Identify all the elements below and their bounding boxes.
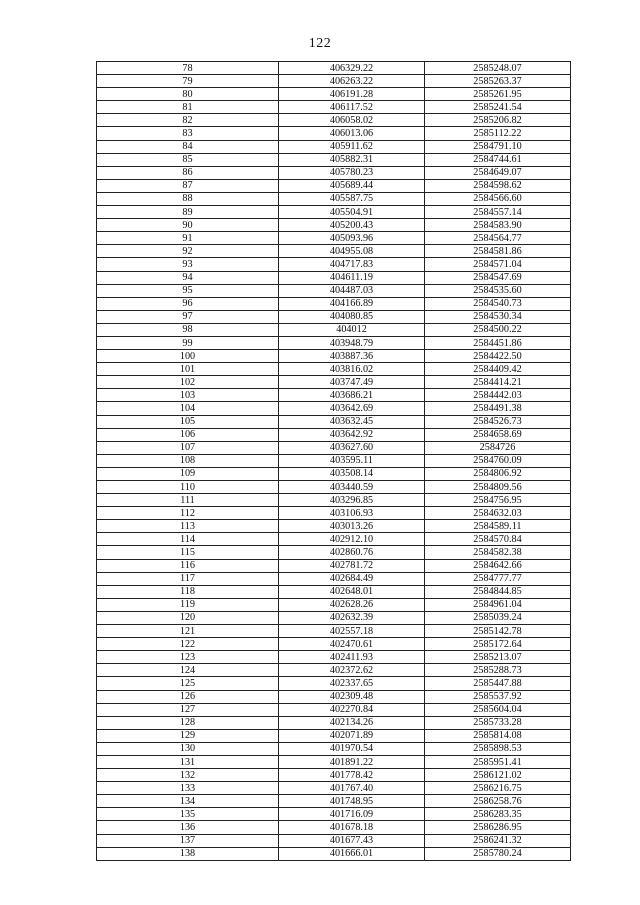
y-coordinate-cell: 2585898.53	[425, 742, 571, 755]
x-coordinate-cell: 403642.92	[279, 428, 425, 441]
point-number-cell: 133	[97, 782, 279, 795]
x-coordinate-cell: 401677.43	[279, 834, 425, 847]
point-number-cell: 96	[97, 297, 279, 310]
y-coordinate-cell: 2585172.64	[425, 638, 571, 651]
point-number-cell: 122	[97, 638, 279, 651]
y-coordinate-cell: 2584422.50	[425, 350, 571, 363]
x-coordinate-cell: 404012	[279, 323, 425, 336]
y-coordinate-cell: 2584844.85	[425, 585, 571, 598]
table-row	[97, 782, 571, 795]
point-number-cell: 89	[97, 206, 279, 219]
point-number-cell: 101	[97, 363, 279, 376]
table-row	[97, 559, 571, 572]
x-coordinate-cell: 401748.95	[279, 795, 425, 808]
point-number-cell: 106	[97, 428, 279, 441]
y-coordinate-cell: 2584526.73	[425, 415, 571, 428]
coordinates-table-body	[97, 62, 571, 861]
x-coordinate-cell: 404717.83	[279, 258, 425, 271]
y-coordinate-cell: 2586258.76	[425, 795, 571, 808]
y-coordinate-cell: 2584744.61	[425, 153, 571, 166]
point-number-cell: 138	[97, 847, 279, 860]
point-number-cell: 88	[97, 192, 279, 205]
point-number-cell: 92	[97, 245, 279, 258]
table-row	[97, 651, 571, 664]
point-number-cell: 107	[97, 441, 279, 454]
y-coordinate-cell: 2585604.04	[425, 703, 571, 716]
x-coordinate-cell: 403816.02	[279, 363, 425, 376]
x-coordinate-cell: 402912.10	[279, 533, 425, 546]
x-coordinate-cell: 405093.96	[279, 232, 425, 245]
y-coordinate-cell: 2584777.77	[425, 572, 571, 585]
x-coordinate-cell: 405504.91	[279, 206, 425, 219]
table-row	[97, 258, 571, 271]
point-number-cell: 94	[97, 271, 279, 284]
table-row	[97, 533, 571, 546]
x-coordinate-cell: 403747.49	[279, 376, 425, 389]
x-coordinate-cell: 405689.44	[279, 179, 425, 192]
y-coordinate-cell: 2584756.95	[425, 494, 571, 507]
y-coordinate-cell: 2584547.69	[425, 271, 571, 284]
table-row	[97, 703, 571, 716]
table-row	[97, 376, 571, 389]
y-coordinate-cell: 2586121.02	[425, 769, 571, 782]
x-coordinate-cell: 402309.48	[279, 690, 425, 703]
x-coordinate-cell: 404080.85	[279, 310, 425, 323]
x-coordinate-cell: 402628.26	[279, 598, 425, 611]
table-row	[97, 140, 571, 153]
x-coordinate-cell: 401778.42	[279, 769, 425, 782]
x-coordinate-cell: 402860.76	[279, 546, 425, 559]
table-row	[97, 454, 571, 467]
x-coordinate-cell: 404955.08	[279, 245, 425, 258]
y-coordinate-cell: 2585263.37	[425, 75, 571, 88]
point-number-cell: 114	[97, 533, 279, 546]
y-coordinate-cell: 2584658.69	[425, 428, 571, 441]
point-number-cell: 134	[97, 795, 279, 808]
y-coordinate-cell: 2584530.34	[425, 310, 571, 323]
y-coordinate-cell: 2586216.75	[425, 782, 571, 795]
table-row	[97, 271, 571, 284]
point-number-cell: 112	[97, 507, 279, 520]
point-number-cell: 125	[97, 677, 279, 690]
table-row	[97, 808, 571, 821]
table-row	[97, 769, 571, 782]
table-row	[97, 245, 571, 258]
x-coordinate-cell: 403106.93	[279, 507, 425, 520]
table-row	[97, 677, 571, 690]
y-coordinate-cell: 2585039.24	[425, 611, 571, 624]
y-coordinate-cell: 2584598.62	[425, 179, 571, 192]
y-coordinate-cell: 2584557.14	[425, 206, 571, 219]
table-row	[97, 755, 571, 768]
point-number-cell: 115	[97, 546, 279, 559]
table-row	[97, 179, 571, 192]
x-coordinate-cell: 406191.28	[279, 88, 425, 101]
table-row	[97, 297, 571, 310]
table-row	[97, 284, 571, 297]
y-coordinate-cell: 2584442.03	[425, 389, 571, 402]
point-number-cell: 98	[97, 323, 279, 336]
y-coordinate-cell: 2585814.08	[425, 729, 571, 742]
x-coordinate-cell: 401716.09	[279, 808, 425, 821]
x-coordinate-cell: 405911.62	[279, 140, 425, 153]
table-row	[97, 62, 571, 75]
y-coordinate-cell: 2584583.90	[425, 219, 571, 232]
point-number-cell: 132	[97, 769, 279, 782]
y-coordinate-cell: 2584571.04	[425, 258, 571, 271]
y-coordinate-cell: 2584582.38	[425, 546, 571, 559]
y-coordinate-cell: 2584589.11	[425, 520, 571, 533]
y-coordinate-cell: 2585248.07	[425, 62, 571, 75]
y-coordinate-cell: 2584409.42	[425, 363, 571, 376]
table-row	[97, 572, 571, 585]
table-row	[97, 192, 571, 205]
table-row	[97, 219, 571, 232]
point-number-cell: 86	[97, 166, 279, 179]
x-coordinate-cell: 402372.62	[279, 664, 425, 677]
x-coordinate-cell: 401767.40	[279, 782, 425, 795]
x-coordinate-cell: 403642.69	[279, 402, 425, 415]
y-coordinate-cell: 2585288.73	[425, 664, 571, 677]
x-coordinate-cell: 403632.45	[279, 415, 425, 428]
y-coordinate-cell: 2585447.88	[425, 677, 571, 690]
point-number-cell: 97	[97, 310, 279, 323]
point-number-cell: 108	[97, 454, 279, 467]
table-row	[97, 821, 571, 834]
y-coordinate-cell: 2584806.92	[425, 467, 571, 480]
point-number-cell: 118	[97, 585, 279, 598]
y-coordinate-cell: 2585733.28	[425, 716, 571, 729]
point-number-cell: 124	[97, 664, 279, 677]
x-coordinate-cell: 402470.61	[279, 638, 425, 651]
y-coordinate-cell: 2584414.21	[425, 376, 571, 389]
point-number-cell: 121	[97, 625, 279, 638]
x-coordinate-cell: 406013.06	[279, 127, 425, 140]
y-coordinate-cell: 2584581.86	[425, 245, 571, 258]
table-row	[97, 153, 571, 166]
y-coordinate-cell: 2584961.04	[425, 598, 571, 611]
table-row	[97, 415, 571, 428]
point-number-cell: 80	[97, 88, 279, 101]
point-number-cell: 131	[97, 755, 279, 768]
x-coordinate-cell: 402632.39	[279, 611, 425, 624]
y-coordinate-cell: 2584564.77	[425, 232, 571, 245]
point-number-cell: 105	[97, 415, 279, 428]
point-number-cell: 136	[97, 821, 279, 834]
point-number-cell: 113	[97, 520, 279, 533]
y-coordinate-cell: 2584570.84	[425, 533, 571, 546]
page-number: 122	[308, 36, 332, 51]
table-row	[97, 847, 571, 860]
point-number-cell: 135	[97, 808, 279, 821]
table-row	[97, 585, 571, 598]
table-row	[97, 467, 571, 480]
point-number-cell: 104	[97, 402, 279, 415]
y-coordinate-cell: 2584491.38	[425, 402, 571, 415]
table-row	[97, 88, 571, 101]
x-coordinate-cell: 403686.21	[279, 389, 425, 402]
point-number-cell: 137	[97, 834, 279, 847]
table-row	[97, 389, 571, 402]
table-row	[97, 323, 571, 336]
point-number-cell: 84	[97, 140, 279, 153]
table-row	[97, 481, 571, 494]
table-row	[97, 402, 571, 415]
table-row	[97, 350, 571, 363]
y-coordinate-cell: 2585142.78	[425, 625, 571, 638]
table-row	[97, 625, 571, 638]
x-coordinate-cell: 406329.22	[279, 62, 425, 75]
point-number-cell: 78	[97, 62, 279, 75]
point-number-cell: 117	[97, 572, 279, 585]
point-number-cell: 109	[97, 467, 279, 480]
table-row	[97, 664, 571, 677]
x-coordinate-cell: 406263.22	[279, 75, 425, 88]
y-coordinate-cell: 2585951.41	[425, 755, 571, 768]
y-coordinate-cell: 2584451.86	[425, 336, 571, 349]
table-row	[97, 520, 571, 533]
point-number-cell: 85	[97, 153, 279, 166]
y-coordinate-cell: 2584566.60	[425, 192, 571, 205]
y-coordinate-cell: 2585213.07	[425, 651, 571, 664]
y-coordinate-cell: 2585206.82	[425, 114, 571, 127]
coordinates-table	[96, 61, 571, 861]
y-coordinate-cell: 2585537.92	[425, 690, 571, 703]
point-number-cell: 102	[97, 376, 279, 389]
y-coordinate-cell: 2584500.22	[425, 323, 571, 336]
table-row	[97, 206, 571, 219]
point-number-cell: 95	[97, 284, 279, 297]
x-coordinate-cell: 402337.65	[279, 677, 425, 690]
x-coordinate-cell: 403887.36	[279, 350, 425, 363]
x-coordinate-cell: 405200.43	[279, 219, 425, 232]
y-coordinate-cell: 2585261.95	[425, 88, 571, 101]
x-coordinate-cell: 401970.54	[279, 742, 425, 755]
x-coordinate-cell: 401891.22	[279, 755, 425, 768]
y-coordinate-cell: 2584642.66	[425, 559, 571, 572]
y-coordinate-cell: 2584791.10	[425, 140, 571, 153]
table-row	[97, 101, 571, 114]
x-coordinate-cell: 402557.18	[279, 625, 425, 638]
table-row	[97, 507, 571, 520]
table-row	[97, 690, 571, 703]
x-coordinate-cell: 403595.11	[279, 454, 425, 467]
y-coordinate-cell: 2584540.73	[425, 297, 571, 310]
table-row	[97, 494, 571, 507]
y-coordinate-cell: 2584535.60	[425, 284, 571, 297]
y-coordinate-cell: 2586286.95	[425, 821, 571, 834]
y-coordinate-cell: 2584632.03	[425, 507, 571, 520]
x-coordinate-cell: 403627.60	[279, 441, 425, 454]
table-row	[97, 127, 571, 140]
point-number-cell: 99	[97, 336, 279, 349]
x-coordinate-cell: 402781.72	[279, 559, 425, 572]
x-coordinate-cell: 402134.26	[279, 716, 425, 729]
table-row	[97, 232, 571, 245]
table-row	[97, 638, 571, 651]
point-number-cell: 87	[97, 179, 279, 192]
point-number-cell: 100	[97, 350, 279, 363]
table-row	[97, 363, 571, 376]
x-coordinate-cell: 403296.85	[279, 494, 425, 507]
x-coordinate-cell: 403440.59	[279, 481, 425, 494]
x-coordinate-cell: 406117.52	[279, 101, 425, 114]
table-row	[97, 75, 571, 88]
y-coordinate-cell: 2584760.09	[425, 454, 571, 467]
x-coordinate-cell: 402071.89	[279, 729, 425, 742]
point-number-cell: 123	[97, 651, 279, 664]
y-coordinate-cell: 2585780.24	[425, 847, 571, 860]
point-number-cell: 120	[97, 611, 279, 624]
x-coordinate-cell: 403948.79	[279, 336, 425, 349]
y-coordinate-cell: 2584649.07	[425, 166, 571, 179]
x-coordinate-cell: 404611.19	[279, 271, 425, 284]
table-row	[97, 546, 571, 559]
table-row	[97, 611, 571, 624]
point-number-cell: 116	[97, 559, 279, 572]
x-coordinate-cell: 405587.75	[279, 192, 425, 205]
point-number-cell: 81	[97, 101, 279, 114]
point-number-cell: 130	[97, 742, 279, 755]
table-row	[97, 716, 571, 729]
point-number-cell: 79	[97, 75, 279, 88]
x-coordinate-cell: 402411.93	[279, 651, 425, 664]
point-number-cell: 82	[97, 114, 279, 127]
point-number-cell: 91	[97, 232, 279, 245]
x-coordinate-cell: 403508.14	[279, 467, 425, 480]
y-coordinate-cell: 2584726	[425, 441, 571, 454]
table-row	[97, 834, 571, 847]
y-coordinate-cell: 2585241.54	[425, 101, 571, 114]
table-row	[97, 336, 571, 349]
y-coordinate-cell: 2585112.22	[425, 127, 571, 140]
table-row	[97, 166, 571, 179]
point-number-cell: 128	[97, 716, 279, 729]
x-coordinate-cell: 402648.01	[279, 585, 425, 598]
point-number-cell: 129	[97, 729, 279, 742]
table-row	[97, 428, 571, 441]
y-coordinate-cell: 2586241.32	[425, 834, 571, 847]
x-coordinate-cell: 405882.31	[279, 153, 425, 166]
point-number-cell: 126	[97, 690, 279, 703]
x-coordinate-cell: 405780.23	[279, 166, 425, 179]
point-number-cell: 127	[97, 703, 279, 716]
point-number-cell: 103	[97, 389, 279, 402]
table-row	[97, 310, 571, 323]
point-number-cell: 93	[97, 258, 279, 271]
x-coordinate-cell: 402270.84	[279, 703, 425, 716]
x-coordinate-cell: 404487.03	[279, 284, 425, 297]
x-coordinate-cell: 401678.18	[279, 821, 425, 834]
point-number-cell: 119	[97, 598, 279, 611]
x-coordinate-cell: 402684.49	[279, 572, 425, 585]
table-row	[97, 598, 571, 611]
table-row	[97, 114, 571, 127]
point-number-cell: 83	[97, 127, 279, 140]
point-number-cell: 111	[97, 494, 279, 507]
table-row	[97, 795, 571, 808]
x-coordinate-cell: 403013.26	[279, 520, 425, 533]
x-coordinate-cell: 406058.02	[279, 114, 425, 127]
x-coordinate-cell: 404166.89	[279, 297, 425, 310]
table-row	[97, 441, 571, 454]
table-row	[97, 742, 571, 755]
point-number-cell: 90	[97, 219, 279, 232]
y-coordinate-cell: 2584809.56	[425, 481, 571, 494]
table-row	[97, 729, 571, 742]
y-coordinate-cell: 2586283.35	[425, 808, 571, 821]
x-coordinate-cell: 401666.01	[279, 847, 425, 860]
point-number-cell: 110	[97, 481, 279, 494]
